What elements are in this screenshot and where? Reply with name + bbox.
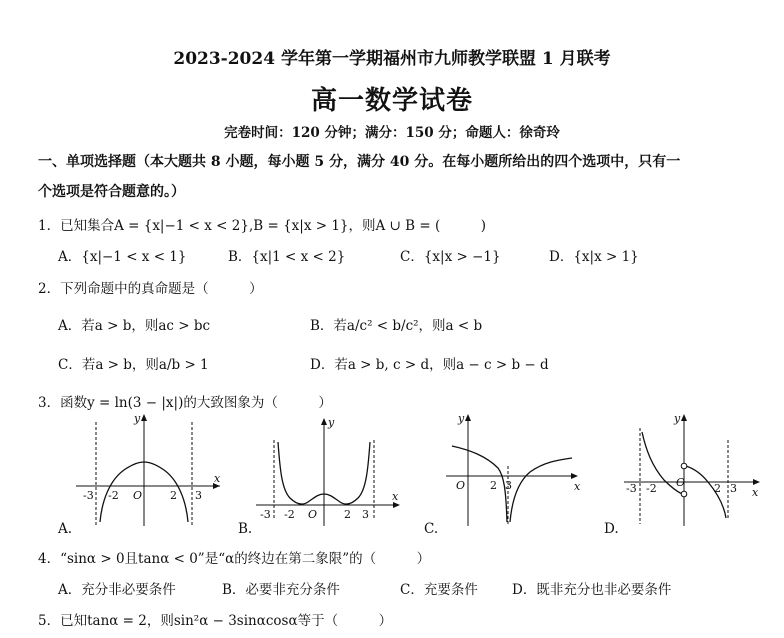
question-4-option-c: C．充要条件 [400,582,478,598]
question-1-option-c: C．{x|x > −1} [400,249,501,265]
graph-a-tick-3: 3 [195,489,202,502]
question-2-option-b: B．若a/c² < b/c²，则a < b [310,318,483,334]
graph-a-y-label: y [134,412,141,425]
question-2-stem: 2．下列命题中的真命题是（ ） [38,281,263,297]
question-4-option-a: A．充分非必要条件 [58,582,176,598]
graph-c-label: C. [424,521,439,537]
question-1-option-d: D．{x|x > 1} [549,249,639,265]
graph-option-c [440,410,590,530]
graph-a-tick-2: 2 [170,489,177,502]
graph-d-label: D. [604,521,619,537]
graph-a-tick-neg2: -2 [108,489,119,502]
question-1-stem: 1．已知集合A = {x|−1 < x < 2},B = {x|x > 1}，则A ∪ B = ( ) [38,218,486,234]
graph-b-tick-neg3: -3 [260,508,271,521]
graph-b-label: B. [238,521,253,537]
graph-b-tick-3: 3 [362,508,369,521]
question-2-option-d: D．若a > b, c > d，则a − c > b − d [310,357,549,373]
question-4-option-b: B．必要非充分条件 [222,582,340,598]
graph-d-origin: O [676,476,686,489]
graph-a-tick-neg3: -3 [83,489,94,502]
paper-title: 高一数学试卷 [310,86,473,116]
graph-option-d [620,410,770,530]
graph-b-tick-neg2: -2 [284,508,295,521]
exam-title: 2023-2024 学年第一学期福州市九师教学联盟 1 月联考 [173,49,611,69]
graph-c-tick-2: 2 [490,479,497,492]
graph-d-y-label: y [674,412,681,425]
graph-b-x-label: x [392,490,399,503]
graph-d-tick-3: 3 [730,482,737,495]
graph-c-origin: O [456,479,466,492]
question-1-option-b: B．{x|1 < x < 2} [228,249,346,265]
graph-d-tick-neg3: -3 [626,482,637,495]
graph-a-label: A. [58,521,73,537]
graph-c-x-label: x [574,480,581,493]
section-heading-line-2: 个选项是符合题意的。） [38,184,185,200]
graph-option-a [72,410,232,530]
question-2-option-a: A．若a > b，则ac > bc [58,318,211,334]
graph-a-origin: O [133,489,143,502]
graph-a-x-label: x [214,472,221,485]
question-5-stem: 5．已知tanα = 2，则sin²α − 3sinαcosα等于（ ） [38,613,393,629]
graph-c-tick-3: 3 [505,479,512,492]
graph-option-b [252,410,412,530]
graph-b-origin: O [308,508,318,521]
question-4-option-d: D．既非充分也非必要条件 [512,582,672,598]
question-2-option-c: C．若a > b，则a/b > 1 [58,357,209,373]
question-3-stem: 3．函数y = ln(3 − |x|)的大致图象为（ ） [38,395,332,411]
graph-d-x-label: x [752,486,759,499]
question-1-option-a: A．{x|−1 < x < 1} [58,249,187,265]
graph-b-y-label: y [328,416,335,429]
exam-info: 完卷时间：120 分钟；满分：150 分；命题人：徐奇玲 [224,125,560,141]
graph-c-y-label: y [458,412,465,425]
graph-b-tick-2: 2 [344,508,351,521]
section-heading-line-1: 一、单项选择题（本大题共 8 小题，每小题 5 分，满分 40 分。在每小题所给出的四个选项中，只有一 [38,154,681,170]
graph-d-tick-2: 2 [714,482,721,495]
question-4-stem: 4．“sinα > 0且tanα < 0”是“α的终边在第二象限”的（ ） [38,551,431,567]
graph-d-tick-neg2: -2 [646,482,657,495]
